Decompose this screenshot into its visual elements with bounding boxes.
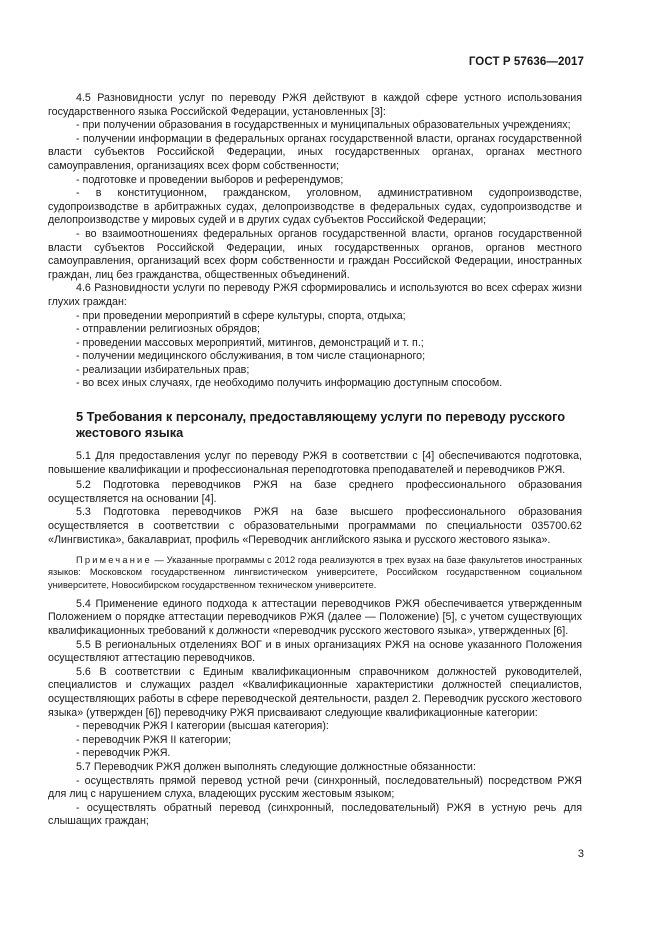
page-number: 3 [577,848,584,860]
list-item: - переводчик РЖЯ. [76,747,171,760]
list-item: - переводчик РЖЯ II категории; [76,733,232,746]
paragraph-5-4: 5.4 Применение единого подхода к аттестации переводчиков РЖЯ обеспечивается утвержденным Положением о порядке аттестации переводчиков РЖЯ (далее — Положение) [5], с учетом существующих квалификационных требований к должности «переводчик русского жестового языка», утвержденных [6]. [48,597,582,638]
paragraph-5-7: 5.7 Переводчик РЖЯ должен выполнять следующие должностные обязанности: [76,760,476,773]
list-item: - осуществлять прямой перевод устной речи (синхронный, последовательный) посредством РЖЯ для лиц с нарушением слуха, владеющих русским жестовым языком; [48,774,582,801]
list-item: - осуществлять обратный перевод (синхронный, последовательный) РЖЯ в устную речь для слышащих граждан; [48,801,582,828]
standard-code: ГОСТ Р 57636—2017 [468,56,584,68]
paragraph-5-1: 5.1 Для предоставления услуг по переводу РЖЯ в соответствии с [4] обеспечиваются подготовка, повышение квалификации и профессиональная переподготовка преподавателей и переводчиков РЖЯ. [48,450,582,476]
paragraph-5-5: 5.5 В региональных отделениях ВОГ и в иных организациях РЖЯ на основе указанного Положения осуществляют аттестацию переводчиков. [48,638,582,665]
section-5-heading: 5 Требования к персоналу, предоставляющему услуги по переводу русского жестового языка [76,409,566,441]
paragraph-4-5: 4.5 Разновидности услуг по переводу РЖЯ действуют в каждой сфере устного использования государственного языка Российской Федерации, установленных [3]: [48,92,582,118]
list-item: - при проведении мероприятий в сфере культуры, спорта, отдыха; [76,309,406,322]
paragraph-5-2: 5.2 Подготовка переводчиков РЖЯ на базе среднего профессионального образования осуществляется на основании [4]. [48,479,582,505]
note-text: — Указанные программы с 2012 года реализуются в трех вузах на базе факультетов иностранных языков: Московском государственном лингвистическом университете, Российском государственном социальном университете, Новосибирском государственном техническом университете. [48,555,582,590]
list-item: - переводчик РЖЯ I категории (высшая категория): [76,720,329,733]
note-label: Примечание [76,555,152,566]
paragraph-5-6: 5.6 В соответствии с Единым квалификационным справочником должностей руководителей, специалистов и служащих раздел «Квалификационные характеристики должностей специалистов, осуществляющих работы в сфере переводческой деятельности, раздел 2. Переводчик русского жестового языка» (утвержден [6]) переводчику РЖЯ присваивают следующие квалификационные категории: [48,665,582,719]
list-item: - реализации избирательных прав; [76,363,250,376]
note [48,554,582,591]
list-item: - получении информации в федеральных органах государственной власти, органах государственной власти субъектов Российской Федерации, иных государственных органах, органах местного самоуправления, организациях всех форм собственности; [48,132,582,172]
list-item: - в конституционном, гражданском, уголовном, административном судопроизводстве, судопроизводстве в арбитражных судах, делопроизводстве в федеральных судах, судопроизводстве и делопроизводстве у мировых судей и в других судах субъектов Российской Федерации; [48,187,582,227]
paragraph-4-6: 4.6 Разновидности услуги по переводу РЖЯ сформировались и используются во всех сферах жизни глухих граждан: [48,282,582,308]
paragraph-5-3: 5.3 Подготовка переводчиков РЖЯ на базе высшего профессионального образования осуществляется в соответствии с образовательными программами по специальности 035700.62 «Лингвистика», бакалавриат, профиль «Переводчик английского языка и русского жестового языка». [48,506,582,546]
list-item: - получении медицинского обслуживания, в том числе стационарного; [76,350,426,363]
list-item: - во всех иных случаях, где необходимо получить информацию доступным способом. [76,377,503,390]
list-item: - отправлении религиозных обрядов; [76,323,260,336]
list-item: - во взаимоотношениях федеральных органов государственной власти, органов государственной власти субъектов Российской Федерации, иных государственных органов, органов местного самоуправления, организаций всех форм собственности и граждан Российской Федерации, иностранных граждан, лиц без гражданства, общественных объединений. [48,227,582,281]
list-item: - при получении образования в государственных и муниципальных образовательных учреждениях; [76,119,571,132]
list-item: - подготовке и проведении выборов и референдумов; [76,173,344,186]
list-item: - проведении массовых мероприятий, митингов, демонстраций и т. п.; [76,336,424,349]
page-body [48,92,582,829]
